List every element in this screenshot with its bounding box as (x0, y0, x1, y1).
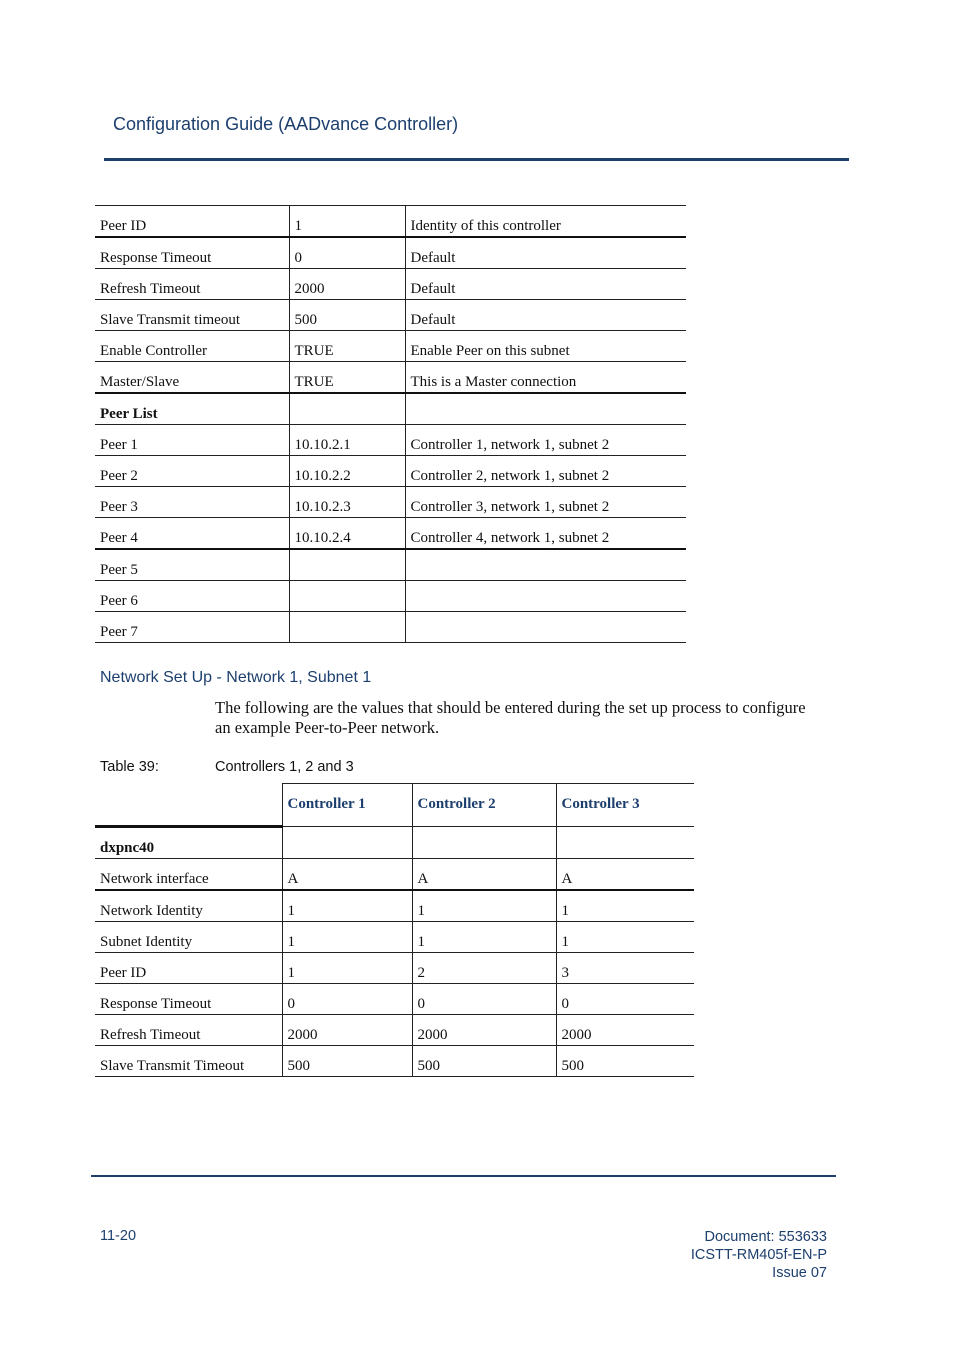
table-cell: 0 (289, 237, 405, 269)
table-cell: Peer 3 (95, 487, 289, 518)
document-issue: Issue 07 (772, 1265, 827, 1281)
table-cell: Peer 2 (95, 456, 289, 487)
table-cell: Default (405, 269, 686, 300)
table-row (95, 487, 686, 518)
table-cell: 10.10.2.1 (289, 425, 405, 456)
body-paragraph: The following are the values that should be entered during the set up process to configure an example Peer-to-Peer network. (215, 698, 806, 737)
table-row (95, 890, 694, 922)
table-cell: 2000 (412, 1014, 556, 1045)
table-cell: Network Identity (95, 890, 282, 922)
document-code: ICSTT-RM405f-EN-P (690, 1247, 827, 1263)
document-number: Document: 553633 (704, 1229, 827, 1245)
table-cell (282, 826, 412, 858)
table-cell: 0 (556, 983, 694, 1014)
table-cell (405, 612, 686, 643)
table-cell: Default (405, 300, 686, 331)
table-cell: Subnet Identity (95, 921, 282, 952)
table-cell: Peer 5 (95, 549, 289, 581)
table-cell: 1 (412, 890, 556, 922)
table-cell: 1 (556, 890, 694, 922)
header-controller-2: Controller 2 (412, 784, 556, 827)
table-cell: Peer 7 (95, 612, 289, 643)
table-cell: Refresh Timeout (95, 1014, 282, 1045)
table-row (95, 826, 694, 858)
table-cell: 1 (282, 890, 412, 922)
header-cell-empty (95, 784, 282, 827)
table-cell (405, 393, 686, 425)
table-row (95, 518, 686, 550)
table-cell: Slave Transmit Timeout (95, 1045, 282, 1076)
table-cell: 2000 (282, 1014, 412, 1045)
table-cell: Slave Transmit timeout (95, 300, 289, 331)
table-caption-title: Controllers 1, 2 and 3 (215, 759, 354, 775)
table-row (95, 456, 686, 487)
dxpnc40-heading: dxpnc40 (95, 826, 282, 858)
table-caption-number: Table 39: (100, 759, 159, 775)
table-cell: Peer ID (95, 952, 282, 983)
table-cell: 1 (289, 206, 405, 238)
table-row (95, 952, 694, 983)
table-cell: Peer 4 (95, 518, 289, 550)
table-cell: Controller 2, network 1, subnet 2 (405, 456, 686, 487)
table-cell: 0 (282, 983, 412, 1014)
table-cell: 1 (282, 952, 412, 983)
page-header-title: Configuration Guide (AADvance Controller) (113, 114, 459, 134)
table-cell: 2000 (289, 269, 405, 300)
table-cell: 2 (412, 952, 556, 983)
table-cell (405, 549, 686, 581)
table-row (95, 581, 686, 612)
table-cell: 10.10.2.2 (289, 456, 405, 487)
table-cell: TRUE (289, 362, 405, 394)
table-row (95, 425, 686, 456)
table-cell: Identity of this controller (405, 206, 686, 238)
table-cell: Peer 6 (95, 581, 289, 612)
table-cell: Controller 1, network 1, subnet 2 (405, 425, 686, 456)
table-cell: Controller 4, network 1, subnet 2 (405, 518, 686, 550)
table-cell: 500 (289, 300, 405, 331)
document-info (691, 1228, 827, 1282)
footer-divider (91, 1175, 836, 1177)
table-cell: Peer 1 (95, 425, 289, 456)
table-row (95, 362, 686, 394)
table-cell: This is a Master connection (405, 362, 686, 394)
table-row (95, 549, 686, 581)
table-row (95, 237, 686, 269)
table-cell: 2000 (556, 1014, 694, 1045)
table-cell: 500 (412, 1045, 556, 1076)
header-controller-3: Controller 3 (556, 784, 694, 827)
header-controller-1: Controller 1 (282, 784, 412, 827)
table-cell: Network interface (95, 858, 282, 890)
table-cell (289, 549, 405, 581)
table-cell (556, 826, 694, 858)
table-cell (289, 581, 405, 612)
table-cell: TRUE (289, 331, 405, 362)
table-cell: 10.10.2.3 (289, 487, 405, 518)
table-cell: Master/Slave (95, 362, 289, 394)
table-cell: Refresh Timeout (95, 269, 289, 300)
table-cell: Default (405, 237, 686, 269)
table-cell: A (282, 858, 412, 890)
table-cell: Enable Peer on this subnet (405, 331, 686, 362)
table-cell: Response Timeout (95, 237, 289, 269)
table-row (95, 300, 686, 331)
table-row (95, 1014, 694, 1045)
table-row (95, 612, 686, 643)
table-cell: 1 (556, 921, 694, 952)
table-header-row (95, 784, 694, 827)
table-cell: A (556, 858, 694, 890)
table-cell: 1 (412, 921, 556, 952)
peer-settings-table (95, 205, 686, 643)
table-cell: 1 (282, 921, 412, 952)
table-cell (289, 612, 405, 643)
table-cell: 500 (556, 1045, 694, 1076)
table-cell: Peer ID (95, 206, 289, 238)
table-cell: Enable Controller (95, 331, 289, 362)
table-cell: 0 (412, 983, 556, 1014)
table-cell (289, 393, 405, 425)
table-cell (405, 581, 686, 612)
table-row (95, 921, 694, 952)
table-cell: 500 (282, 1045, 412, 1076)
table-cell: Controller 3, network 1, subnet 2 (405, 487, 686, 518)
table-row (95, 1045, 694, 1076)
table-row (95, 858, 694, 890)
table-row (95, 269, 686, 300)
table-cell: A (412, 858, 556, 890)
table-row (95, 206, 686, 238)
table-cell: 10.10.2.4 (289, 518, 405, 550)
table-row (95, 393, 686, 425)
peer-list-heading: Peer List (95, 393, 289, 425)
table-row (95, 983, 694, 1014)
table-cell: 3 (556, 952, 694, 983)
controllers-table (95, 783, 694, 1077)
header-divider (104, 158, 849, 161)
section-heading: Network Set Up - Network 1, Subnet 1 (100, 669, 372, 686)
table-cell (412, 826, 556, 858)
page-number: 11-20 (100, 1228, 137, 1244)
table-cell: Response Timeout (95, 983, 282, 1014)
table-row (95, 331, 686, 362)
